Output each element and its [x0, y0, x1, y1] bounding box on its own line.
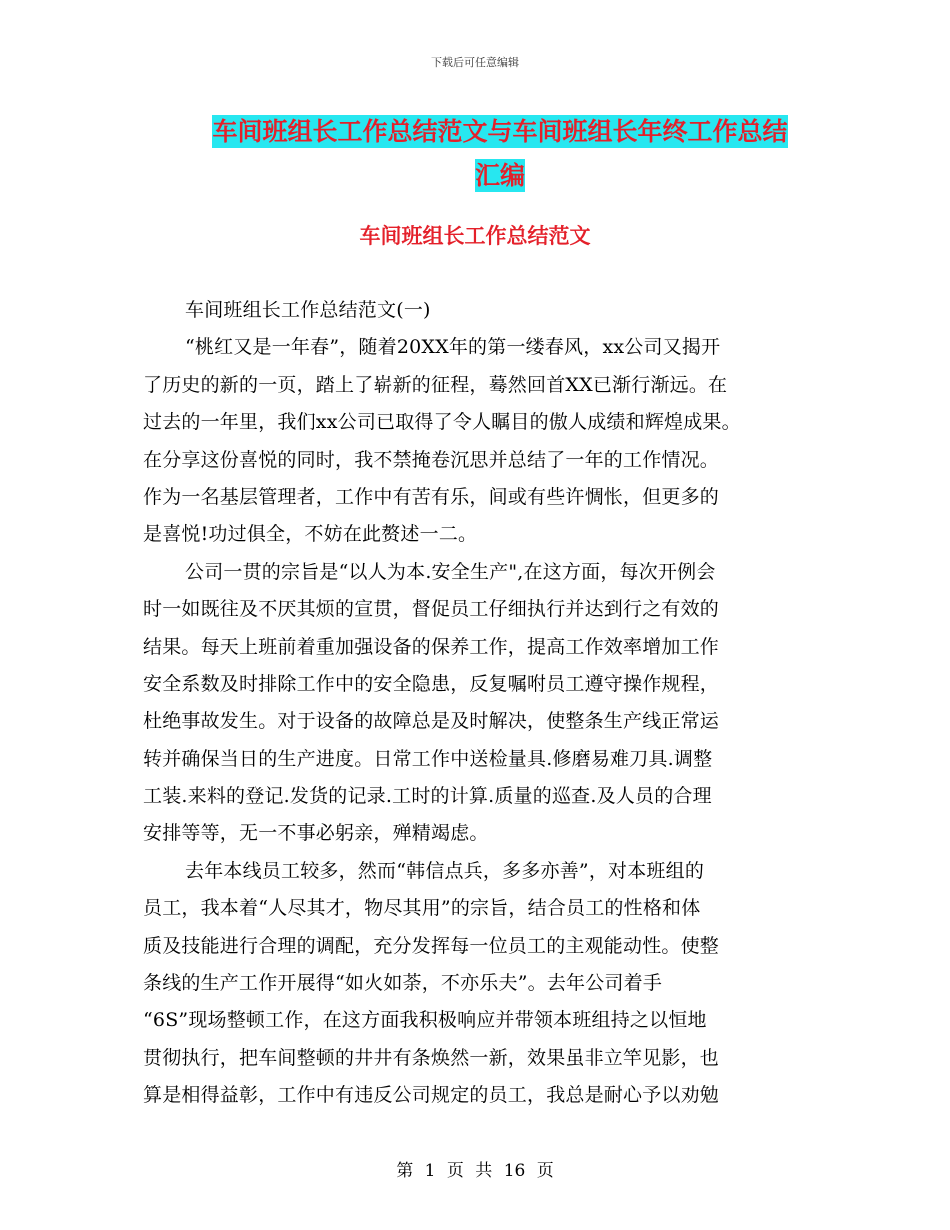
paragraph-line: 杜绝事故发生。对于设备的故障总是及时解决，使整条生产线正常运	[143, 710, 720, 733]
section-title: 车间班组长工作总结范文	[359, 224, 591, 248]
paragraph-line: 工装.来料的登记.发货的记录.工时的计算.质量的巡查.及人员的合理	[143, 785, 712, 808]
paragraph-line: 时一如既往及不厌其烦的宣贯，督促员工仔细执行并达到行之有效的	[143, 598, 720, 621]
paragraph-line: 条线的生产工作开展得“如火如荼，不亦乐夫”。去年公司着手	[143, 972, 663, 995]
header-note: 下载后可任意编辑	[431, 56, 519, 69]
subheading-line: 车间班组长工作总结范文(一)	[185, 299, 431, 321]
paragraph-line: 了历史的新的一页，踏上了崭新的征程，蓦然回首XX已渐行渐远。在	[143, 373, 728, 396]
paragraph-line: 员工，我本着“人尽其才，物尽其用”的宗旨，结合员工的性格和体	[143, 897, 701, 920]
paragraph-line: 算是相得益彰，工作中有违反公司规定的员工，我总是耐心予以劝勉	[143, 1084, 720, 1107]
paragraph-line: 在分享这份喜悦的同时，我不禁掩卷沉思并总结了一年的工作情况。	[143, 448, 720, 471]
document-title-line-2	[190, 156, 810, 192]
document-title-line-1	[190, 112, 810, 148]
paragraph-line: 贯彻执行，把车间整顿的井井有条焕然一新，效果虽非立竿见影，也	[143, 1046, 720, 1069]
paragraph-line: “桃红又是一年春”，随着20XX年的第一缕春风，xx公司又揭开	[185, 336, 721, 359]
body-text	[143, 292, 818, 1115]
paragraph-line: 公司一贯的宗旨是“以人为本.安全生产",在这方面，每次开例会	[185, 560, 716, 583]
paragraph-line: 安全系数及时排除工作中的安全隐患，反复嘱咐员工遵守操作规程，	[143, 672, 720, 695]
document-title-text-2: 汇编	[474, 161, 525, 190]
page-number-footer: 第 1 页 共 16 页	[396, 1161, 554, 1181]
document-title-text-1: 车间班组长工作总结范文与车间班组长年终工作总结	[212, 117, 788, 146]
paragraph-line: 过去的一年里，我们xx公司已取得了令人瞩目的傲人成绩和辉煌成果。	[143, 411, 741, 434]
paragraph-line: 安排等等，无一不事必躬亲，殚精竭虑。	[143, 822, 489, 845]
paragraph-line: 是喜悦!功过俱全，不妨在此赘述一二。	[143, 523, 478, 546]
paragraph-line: 作为一名基层管理者，工作中有苦有乐，间或有些许惆怅，但更多的	[143, 485, 720, 508]
paragraph-line: 去年本线员工较多，然而“韩信点兵，多多亦善”，对本班组的	[185, 859, 705, 882]
paragraph-line: 转并确保当日的生产进度。日常工作中送检量具.修磨易难刀具.调整	[143, 747, 713, 770]
paragraph-line: “6S”现场整顿工作，在这方面我积极响应并带领本班组持之以恒地	[143, 1009, 707, 1032]
paragraph-line: 结果。每天上班前着重加强设备的保养工作，提高工作效率增加工作	[143, 635, 720, 658]
paragraph-line: 质及技能进行合理的调配，充分发挥每一位员工的主观能动性。使整	[143, 934, 720, 957]
